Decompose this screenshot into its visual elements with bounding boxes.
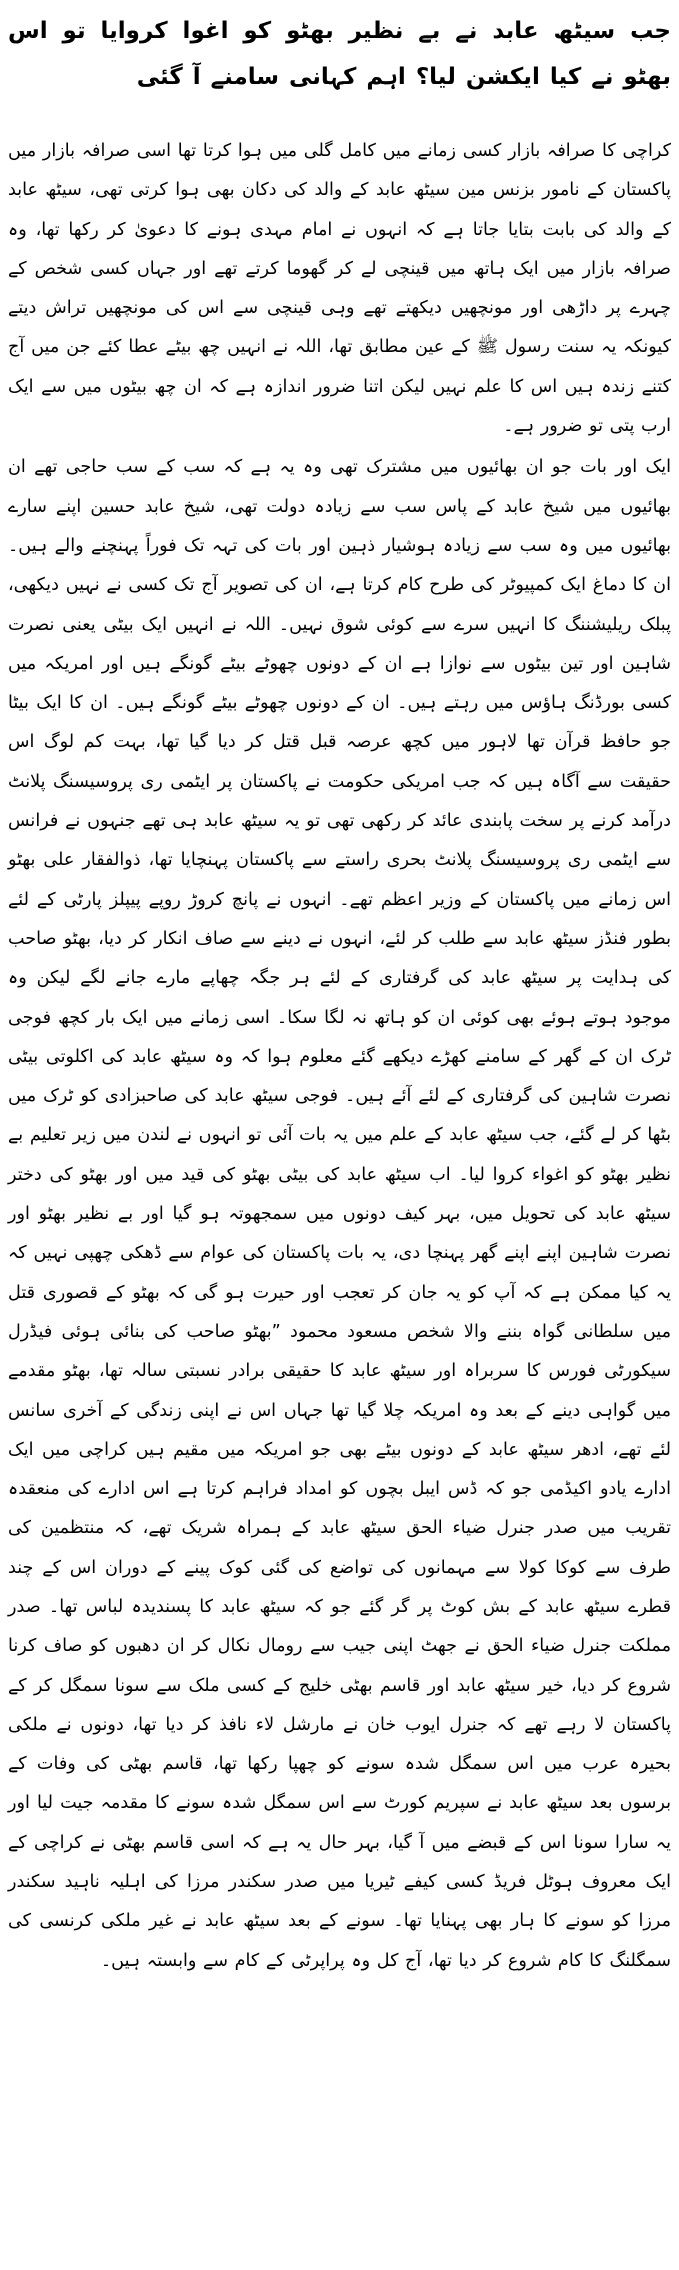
news-article — [6, 0, 673, 2270]
article-headline: جب سیٹھ عابد نے بے نظیر بھٹو کو اغوا کروایا تو اس بھٹو نے کیا ایکشن لیا؟ اہم کہانی سامنے آ گئی — [8, 18, 671, 90]
article-paragraph-2: ایک اور بات جو ان بھائیوں میں مشترک تھی وہ یہ ہے کہ سب کے سب حاجی تھے ان بھائیوں میں شیخ عابد کے پاس سب سے زیادہ دولت تھی، شیخ عابد حسین اپنے سارے بھائیوں میں وہ سب سے زیادہ ہوشیار ذہین اور بات کی تہہ تک فوراً پہنچنے والے ہیں۔ ان کا دماغ ایک کمپیوٹر کی طرح کام کرتا ہے، ان کی تصویر آج تک کسی نے نہیں دیکھی، پبلک ریلیشننگ کا انہیں سرے سے کوئی شوق نہیں۔ اللہ نے انہیں ایک بیٹی یعنی نصرت شاہین اور تین بیٹوں سے نوازا ہے ان کے دونوں چھوٹے بیٹے گونگے ہیں اور امریکہ میں کسی بورڈنگ ہاؤس میں رہتے ہیں۔ ان کے دونوں چھوٹے بیٹے گونگے ہیں۔ ان کا ایک بیٹا جو حافظ قرآن تھا لاہور میں کچھ عرصہ قبل قتل کر دیا گیا تھا، بہت کم لوگ اس حقیقت سے آگاہ ہیں کہ جب امریکی حکومت نے پاکستان پر ایٹمی ری پروسیسنگ پلانٹ درآمد کرنے پر سخت پابندی عائد کر رکھی تھی تو یہ سیٹھ عابد ہی تھے جنہوں نے فرانس سے ایٹمی ری پروسیسنگ پلانٹ بحری راستے سے پاکستان پہنچایا تھا، ذوالفقار علی بھٹو اس زمانے میں پاکستان کے وزیر اعظم تھے۔ انہوں نے پانچ کروڑ روپے پیپلز پارٹی کے لئے بطور فنڈز سیٹھ عابد سے طلب کر لئے، انہوں نے دینے سے صاف انکار کر دیا، بھٹو صاحب کی ہدایت پر سیٹھ عابد کی گرفتاری کے لئے ہر جگہ چھاپے مارے جانے لگے لیکن وہ موجود ہوتے ہوئے بھی کوئی ان کو ہاتھ نہ لگا سکا۔ اسی زمانے میں ایک بار کچھ فوجی ٹرک ان کے گھر کے سامنے کھڑے دیکھے گئے معلوم ہوا کہ وہ سیٹھ عابد کی اکلوتی بیٹی نصرت شاہین کی گرفتاری کے لئے آئے ہیں۔ فوجی سیٹھ عابد کی صاحبزادی کو ٹرک میں بٹھا کر لے گئے، جب سیٹھ عابد کے علم میں یہ بات آئی تو انہوں نے لندن میں زیر تعلیم بے نظیر بھٹو کو اغواء کروا لیا۔ اب سیٹھ عابد کی بیٹی بھٹو کی قید میں اور بھٹو کی دختر سیٹھ عابد کی تحویل میں، بہر کیف دونوں میں سمجھوتہ ہو گیا اور بے نظیر بھٹو اور نصرت شاہین اپنے اپنے گھر پہنچا دی، یہ بات پاکستان کی عوام سے ڈھکی چھپی نہیں کہ یہ کیا ممکن ہے کہ آپ کو یہ جان کر تعجب اور حیرت ہو گی کہ بھٹو کے قصوری قتل میں سلطانی گواہ بننے والا شخص مسعود محمود ”بھٹو صاحب کی بنائی ہوئی فیڈرل سیکورٹی فورس کا سربراہ اور سیٹھ عابد کا حقیقی برادر نسبتی سالہ تھا، بھٹو مقدمے میں گواہی دینے کے بعد وہ امریکہ چلا گیا تھا جہاں اس نے اپنی زندگی کے آخری سانس لئے تھے، ادھر سیٹھ عابد کے دونوں بیٹے بھی جو امریکہ میں مقیم ہیں کراچی میں ایک ادارے یادو اکیڈمی جو کہ ڈس ایبل بچوں کو امداد فراہم کرتا ہے اس ادارے کی منعقدہ تقریب میں صدر جنرل ضیاء الحق سیٹھ عابد کے ہمراہ شریک تھے، کہ منتظمین کی طرف سے کوکا کولا سے مہمانوں کی تواضع کی گئی کوک پینے کے دوران اس کے چند قطرے سیٹھ عابد کے بش کوٹ پر گر گئے جو کہ سیٹھ عابد کا پسندیدہ لباس تھا۔ صدر مملکت جنرل ضیاء الحق نے جھٹ اپنی جیب سے رومال نکال کر ان دھبوں کو صاف کرنا شروع کر دیا، خیر سیٹھ عابد اور قاسم بھٹی خلیج کے کسی ملک سے سونا سمگل کر کے پاکستان لا رہے تھے کہ جنرل ایوب خان نے مارشل لاء نافذ کر دیا تھا، دونوں نے ملکی بحیرہ عرب میں اس سمگل شدہ سونے کو چھپا رکھا تھا، قاسم بھٹی کی وفات کے برسوں بعد سیٹھ عابد نے سپریم کورٹ سے اس سمگل شدہ سونے کا مقدمہ جیت لیا اور یہ سارا سونا اس کے قبضے میں آ گیا، بہر حال یہ ہے کہ اسی قاسم بھٹی نے کراچی کے ایک معروف ہوٹل فریڈ کسی کیفے ٹیریا میں صدر سکندر مرزا کی اہلیہ ناہید سکندر مرزا کو سونے کا ہار بھی پہنایا تھا۔ سونے کے بعد سیٹھ عابد نے غیر ملکی کرنسی کی سمگلنگ کا کام شروع کر دیا تھا، آج کل وہ پراپرٹی کے کام سے وابستہ ہیں۔ — [8, 457, 671, 1971]
article-paragraph-1: کراچی کا صرافہ بازار کسی زمانے میں کامل گلی میں ہوا کرتا تھا اسی صرافہ بازار میں پاکستان کے نامور بزنس مین سیٹھ عابد کے والد کی دکان بھی ہوا کرتی تھی، سیٹھ عابد کے والد کی بابت بتایا جاتا ہے کہ انہوں نے امام مہدی ہونے کا دعویٰ کر رکھا تھا، وہ صرافہ بازار میں ایک ہاتھ میں قینچی لے کر گھوما کرتے تھے اور جہاں کسی شخص کے چہرے پر داڑھی اور مونچھیں دیکھتے تھے وہی قینچی سے اس کی مونچھیں تراش دیتے کیونکہ یہ سنت رسول ﷺ کے عین مطابق تھا، اللہ نے انہیں چھ بیٹے عطا کئے جن میں آج کتنے زندہ ہیں اس کا علم نہیں لیکن اتنا ضرور اندازہ ہے کہ ان چھ بیٹوں میں سے ایک ارب پتی تو ضرور ہے۔ — [8, 141, 671, 437]
